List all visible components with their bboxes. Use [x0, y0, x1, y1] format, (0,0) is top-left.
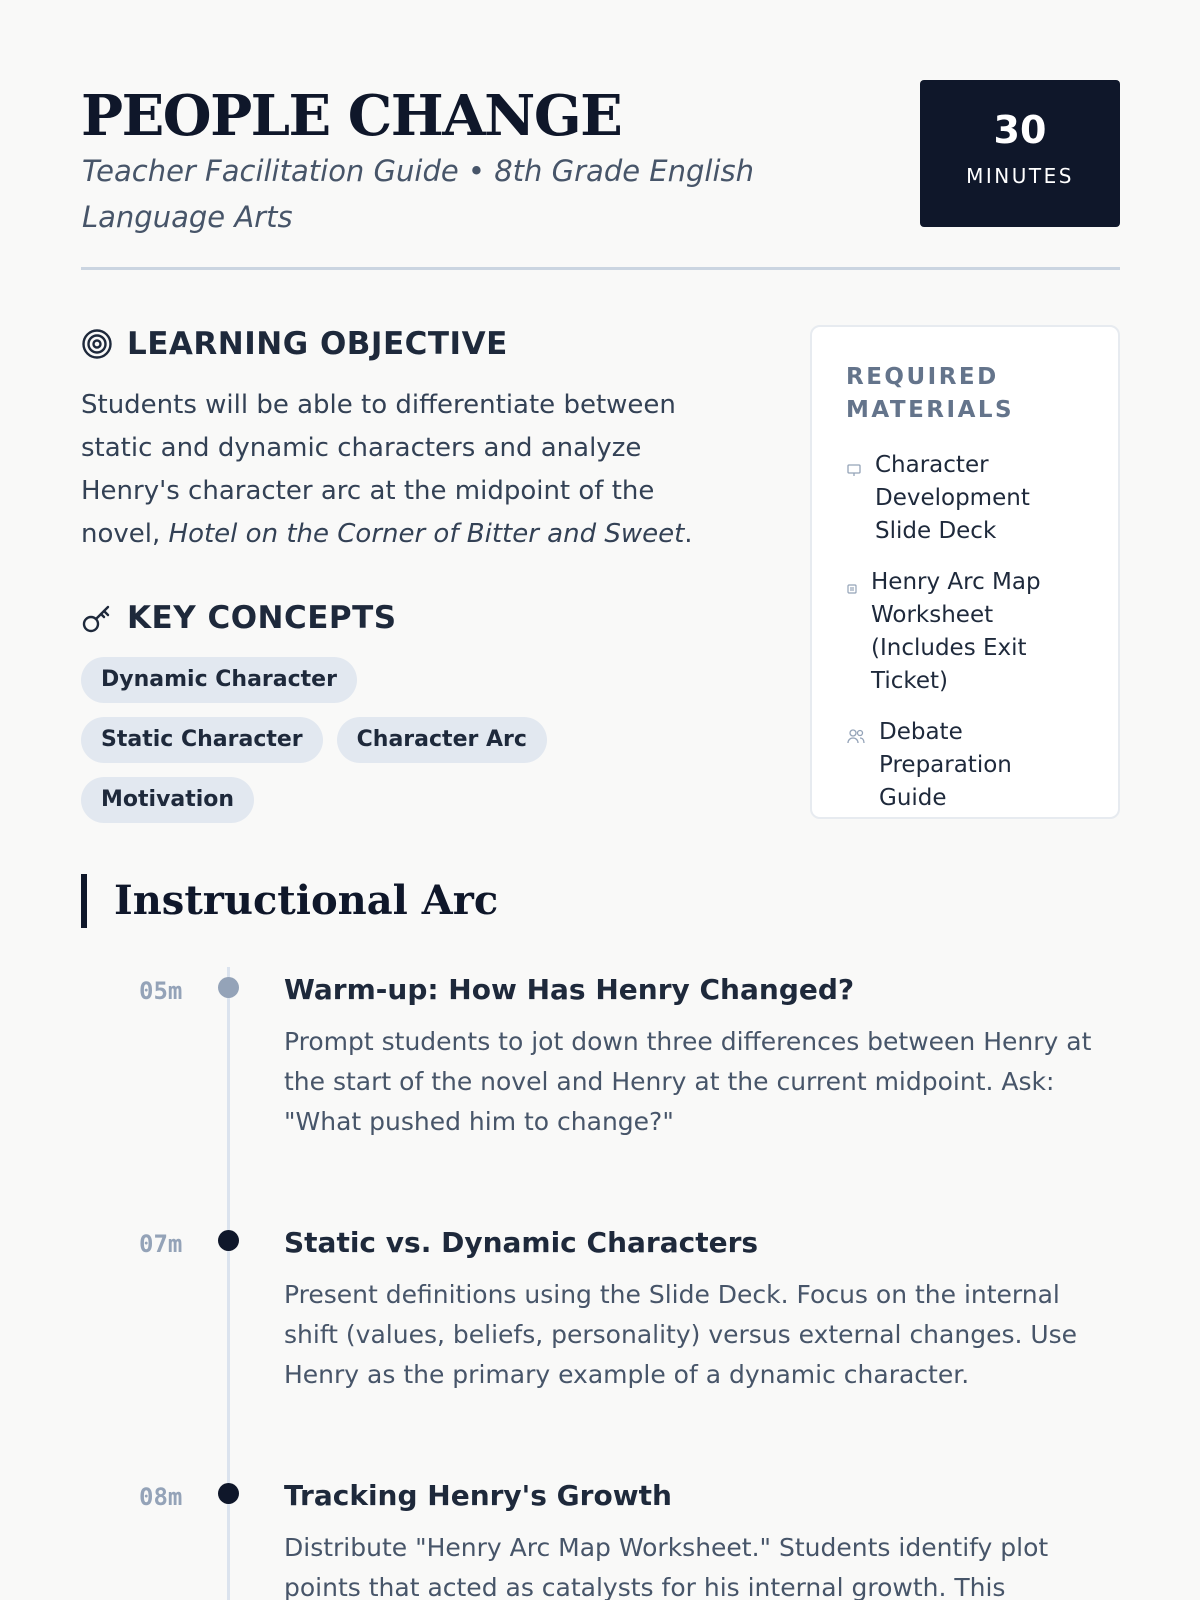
timeline-dot	[218, 1483, 239, 1504]
materials-heading: REQUIRED MATERIALS	[846, 364, 1015, 423]
material-label: Henry Arc Map Worksheet (Includes Exit Ticket)	[871, 569, 1041, 694]
key-icon	[81, 602, 113, 634]
step-title: Static vs. Dynamic Characters	[284, 1226, 759, 1259]
objective-text-end: .	[684, 519, 693, 549]
material-label: Debate Preparation Guide	[879, 719, 1012, 811]
guide-header	[81, 80, 1120, 270]
document-icon	[846, 572, 864, 605]
materials-card	[810, 325, 1120, 819]
presentation-icon	[846, 455, 868, 488]
step-title: Tracking Henry's Growth	[284, 1479, 672, 1512]
duration-value: 30	[993, 108, 1047, 152]
book-title: Hotel on the Corner of Bitter and Sweet	[168, 519, 685, 549]
concept-tag: Character Arc	[337, 717, 547, 763]
users-icon	[846, 722, 872, 755]
timeline-line	[227, 967, 230, 1220]
material-item	[846, 566, 1084, 698]
step-body: Distribute "Henry Arc Map Worksheet." Students identify plot points that acted as catalysts for his internal growth. This	[284, 1533, 1049, 1600]
timeline-dot	[218, 977, 239, 998]
arc-step	[81, 1220, 1120, 1473]
step-time: 05m	[139, 977, 183, 1005]
concept-tag: Static Character	[81, 717, 323, 763]
arc-step	[81, 967, 1120, 1220]
concepts-heading	[81, 600, 397, 636]
material-item	[846, 716, 1084, 815]
material-label: Character Development Slide Deck	[875, 452, 1030, 544]
duration-badge	[920, 80, 1120, 227]
objective-text	[81, 384, 741, 556]
page-title: PEOPLE CHANGE	[81, 83, 622, 149]
duration-unit: MINUTES	[966, 164, 1074, 188]
concept-tag: Dynamic Character	[81, 657, 357, 703]
page-subtitle: Teacher Facilitation Guide • 8th Grade English Language Arts	[82, 154, 754, 234]
concept-tag: Motivation	[81, 777, 254, 823]
instructional-arc-heading: Instructional Arc	[81, 874, 498, 928]
step-body: Present definitions using the Slide Deck. Focus on the internal shift (values, beliefs, personality) versus external changes. Use Henry as the primary example of a dynamic character.	[284, 1280, 1078, 1389]
objective-heading	[81, 326, 508, 362]
step-time: 07m	[139, 1230, 183, 1258]
timeline-line	[227, 1220, 230, 1473]
concepts-heading-label: KEY CONCEPTS	[127, 600, 397, 636]
objective-text-body: Students will be able to differentiate between static and dynamic characters and analyze Henry's character arc at the midpoint of the novel,	[81, 390, 676, 549]
step-body: Prompt students to jot down three differences between Henry at the start of the novel and Henry at the current midpoint. Ask: "What pushed him to change?"	[284, 1027, 1092, 1136]
header-divider	[81, 267, 1120, 270]
concept-tags	[81, 657, 601, 823]
target-icon	[81, 328, 113, 360]
arc-step	[81, 1473, 1120, 1600]
material-item	[846, 449, 1084, 548]
step-time: 08m	[139, 1483, 183, 1511]
step-title: Warm-up: How Has Henry Changed?	[284, 973, 855, 1006]
objective-heading-label: LEARNING OBJECTIVE	[127, 326, 508, 362]
timeline-dot	[218, 1230, 239, 1251]
